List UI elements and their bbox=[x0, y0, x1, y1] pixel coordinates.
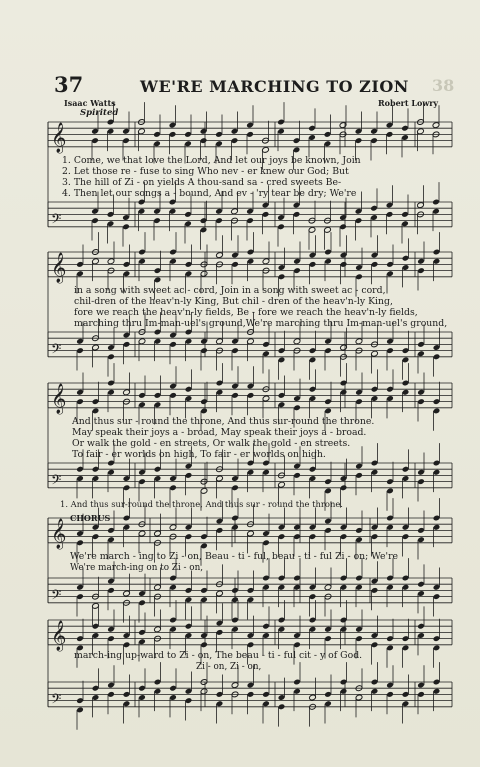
bass-lyric-line: 1. And thus sur-round the throne, And thus sur - round the throne. bbox=[60, 499, 343, 509]
svg-text:𝄞: 𝄞 bbox=[51, 122, 67, 153]
lyric-line: 4. Then let our songs a - bound, And ev - 'ry tear be dry; We're bbox=[62, 188, 357, 199]
lyric-line: marching thru Im-man-uel's ground,We're marching thru Im-man-uel's ground, bbox=[74, 318, 448, 329]
lyric-line: And thus sur - round the throne, And thus sur-round the throne. bbox=[72, 416, 375, 427]
lyric-line: To fair - er worlds on high, To fair - er worlds on high. bbox=[72, 449, 326, 460]
lyric-line: in a song with sweet ac - cord, Join in a song with sweet ac - cord, bbox=[74, 285, 386, 296]
svg-text:𝄢: 𝄢 bbox=[51, 471, 62, 491]
bleed-through-number: 38 bbox=[432, 76, 455, 95]
composer: Robert Lowry bbox=[378, 98, 439, 108]
svg-text:𝄢: 𝄢 bbox=[51, 340, 62, 360]
lyricist: Isaac Watts bbox=[64, 98, 116, 108]
lyric-line: 3. The hill of Zi - on yields A thou-sand sa - cred sweets Be- bbox=[62, 177, 342, 188]
lyric-line: May speak their joys a - broad, May speak their joys a - broad. bbox=[72, 427, 367, 438]
lyric-line: 2. Let those re - fuse to sing Who nev - er knew our God; But bbox=[62, 166, 349, 177]
svg-text:𝄞: 𝄞 bbox=[51, 518, 67, 549]
lyric-line: march-ing up-ward to Zi - on, The beau - ti - ful cit - y of God. bbox=[74, 650, 363, 661]
svg-text:𝄢: 𝄢 bbox=[51, 690, 62, 710]
lyric-line: Or walk the gold - en streets, Or walk the gold - en streets. bbox=[72, 438, 351, 449]
svg-text:𝄞: 𝄞 bbox=[51, 252, 67, 283]
svg-text:𝄞: 𝄞 bbox=[51, 383, 67, 414]
svg-text:𝄢: 𝄢 bbox=[51, 210, 62, 230]
lyric-line: We're march - ing to Zi - on, Beau - ti - ful, beau - ti - ful Zi - on; We're bbox=[70, 551, 399, 562]
svg-text:𝄞: 𝄞 bbox=[51, 620, 67, 651]
lyric-line: Zi - on, Zi - on, bbox=[196, 662, 262, 672]
hymn-title: WE'RE MARCHING TO ZION bbox=[140, 77, 409, 96]
lyric-line: fore we reach the heav'n-ly fields, Be - fore we reach the heav'n-ly fields, bbox=[74, 307, 418, 318]
lyric-line: chil-dren of the heav'n-ly King, But chil - dren of the heav'n-ly King, bbox=[74, 296, 393, 307]
svg-text:𝄢: 𝄢 bbox=[51, 586, 62, 606]
tempo-marking: Spirited bbox=[80, 108, 119, 118]
lyric-line: 1. Come, we that love the Lord, And let our joys be known, Join bbox=[62, 155, 361, 166]
chorus-label: CHORUS bbox=[70, 513, 111, 523]
lyric-line: We're march-ing on to Zi - on, bbox=[70, 563, 204, 573]
hymn-number: 37 bbox=[54, 72, 84, 97]
